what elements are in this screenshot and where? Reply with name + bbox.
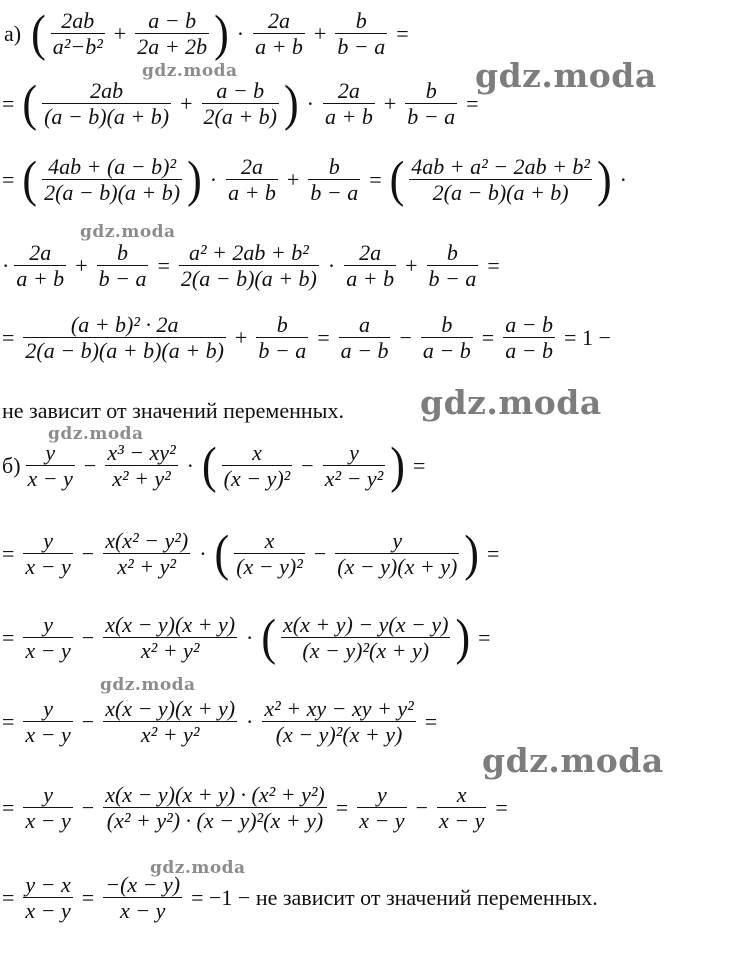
watermark: gdz.moda xyxy=(142,61,238,81)
operator: = xyxy=(2,624,15,650)
denominator: a²−b² xyxy=(52,34,103,60)
operator: = 1 − xyxy=(564,324,611,350)
numerator: y xyxy=(43,782,53,807)
denominator: 2(a − b)(a + b) xyxy=(432,180,569,206)
operator: · xyxy=(619,166,627,192)
denominator: x − y xyxy=(25,898,71,924)
denominator: (x − y)²(x + y) xyxy=(302,638,430,664)
denominator: b − a xyxy=(428,266,477,292)
denominator: b − a xyxy=(407,104,456,130)
watermark: gdz.moda xyxy=(80,222,176,242)
denominator: x − y xyxy=(359,808,405,834)
numerator: y xyxy=(392,528,403,553)
denominator: a + b xyxy=(228,180,276,206)
numerator: y xyxy=(43,612,53,637)
paren-close: ) xyxy=(455,609,471,666)
operator: · xyxy=(199,540,207,566)
part-a-row-4 xyxy=(2,240,506,292)
denominator: 2(a − b)(a + b) xyxy=(180,266,317,292)
operator: = xyxy=(2,540,15,566)
fraction xyxy=(51,8,105,60)
fraction xyxy=(42,154,182,206)
part-a-row-1 xyxy=(4,5,415,62)
denominator: x − y xyxy=(438,808,485,834)
operator: = xyxy=(2,884,15,910)
operator: · xyxy=(327,252,336,278)
fraction xyxy=(103,782,327,834)
denominator: (x − y)²(x + y) xyxy=(275,722,403,748)
numerator: x² + xy − xy + y² xyxy=(264,696,414,721)
part-a-row-2 xyxy=(2,75,485,132)
part-b-row-4 xyxy=(2,696,443,748)
watermark: gdz.moda xyxy=(475,56,657,95)
paren-open: ( xyxy=(214,525,230,582)
fraction xyxy=(23,528,72,580)
numerator: x xyxy=(456,782,467,807)
fraction xyxy=(26,440,75,492)
paren-close: ) xyxy=(214,5,229,62)
operator: · xyxy=(2,252,10,278)
fraction xyxy=(323,78,375,130)
operator: · xyxy=(236,20,245,46)
numerator: x³ − xy² xyxy=(107,440,176,465)
fraction xyxy=(256,312,308,364)
watermark: gdz.moda xyxy=(482,741,664,780)
denominator: (a − b)(a + b) xyxy=(44,104,170,130)
operator: + xyxy=(383,90,397,116)
fraction xyxy=(42,78,171,130)
operator: + xyxy=(234,324,248,350)
fraction xyxy=(103,872,182,924)
denominator: 2a + 2b xyxy=(137,34,208,60)
operator: = xyxy=(495,794,508,820)
operator: = xyxy=(466,90,479,116)
operator: = xyxy=(478,624,491,650)
operator: = xyxy=(2,794,15,820)
operator: = xyxy=(2,90,15,116)
denominator: b − a xyxy=(258,338,307,364)
numerator: y xyxy=(45,440,56,465)
part-b-label: б) xyxy=(2,452,21,478)
fraction xyxy=(23,872,72,924)
fraction xyxy=(253,8,305,60)
fraction xyxy=(335,8,387,60)
numerator: 2ab xyxy=(61,8,95,33)
paren-open: ( xyxy=(202,437,217,494)
numerator: 4ab + (a − b)² xyxy=(48,154,177,179)
fraction xyxy=(262,696,415,748)
denominator: a − b xyxy=(340,338,389,364)
paren-open: ( xyxy=(261,609,277,666)
paren-close: ) xyxy=(464,525,479,582)
watermark: gdz.moda xyxy=(420,383,602,422)
numerator: y xyxy=(43,528,53,553)
denominator: x² + y² xyxy=(117,554,176,580)
part-a-conclusion: не зависит от значений переменных. xyxy=(2,398,344,423)
numerator: a − b xyxy=(216,78,265,103)
operator: − xyxy=(313,540,327,566)
denominator: a − b xyxy=(422,338,471,364)
operator: − xyxy=(399,324,412,350)
fraction xyxy=(23,612,72,664)
operator: + xyxy=(180,90,193,116)
numerator: b xyxy=(441,312,453,337)
operator: − xyxy=(81,540,95,566)
fraction xyxy=(357,782,406,834)
numerator: y xyxy=(376,782,387,807)
part-b-row-5 xyxy=(2,782,514,834)
operator: + xyxy=(113,20,127,46)
numerator: (a + b)² · 2a xyxy=(70,312,179,337)
fraction xyxy=(234,528,305,580)
fraction xyxy=(222,440,293,492)
fraction xyxy=(23,696,72,748)
fraction xyxy=(226,154,278,206)
paren-open: ( xyxy=(31,5,46,62)
numerator: x(x + y) − y(x − y) xyxy=(283,612,449,637)
numerator: a xyxy=(359,312,371,337)
denominator: a + b xyxy=(16,266,65,292)
part-a-row-5 xyxy=(2,312,617,364)
denominator: x − y xyxy=(25,638,71,664)
numerator: 2a xyxy=(29,240,52,265)
operator: − xyxy=(301,452,314,478)
operator: = xyxy=(2,166,15,192)
fraction xyxy=(503,312,555,364)
numerator: y xyxy=(43,696,53,721)
watermark: gdz.moda xyxy=(150,858,246,878)
fraction xyxy=(103,528,190,580)
part-a-label: а) xyxy=(4,20,22,46)
operator: = xyxy=(424,708,438,734)
operator: − xyxy=(83,452,97,478)
operator: + xyxy=(286,166,300,192)
numerator: x xyxy=(252,440,262,465)
denominator: a − b xyxy=(505,338,554,364)
fraction xyxy=(427,240,479,292)
denominator: a + b xyxy=(255,34,303,60)
fraction xyxy=(421,312,473,364)
fraction xyxy=(335,528,459,580)
fraction xyxy=(179,240,319,292)
paren-close: ) xyxy=(597,151,612,208)
denominator: x² + y² xyxy=(140,722,200,748)
part-b-conclusion: = −1 − не зависит от значений переменных. xyxy=(191,884,598,910)
fraction xyxy=(405,78,457,130)
fraction xyxy=(23,312,226,364)
denominator: x − y xyxy=(27,466,73,492)
operator: = xyxy=(2,324,15,350)
denominator: 2(a − b)(a + b) xyxy=(44,180,181,206)
fraction xyxy=(97,240,149,292)
operator: = xyxy=(486,540,500,566)
denominator: b − a xyxy=(98,266,147,292)
fraction xyxy=(409,154,592,206)
numerator: 2a xyxy=(267,8,290,33)
denominator: x² + y² xyxy=(112,466,171,492)
paren-open: ( xyxy=(22,151,38,208)
numerator: −(x − y) xyxy=(105,872,181,897)
denominator: 2(a − b)(a + b)(a + b) xyxy=(25,338,224,364)
operator: = xyxy=(369,166,382,192)
numerator: b xyxy=(446,240,458,265)
denominator: x − y xyxy=(25,722,71,748)
fraction xyxy=(202,78,280,130)
fraction xyxy=(281,612,450,664)
denominator: a + b xyxy=(324,104,373,130)
operator: = xyxy=(2,708,15,734)
denominator: x² + y² xyxy=(140,638,200,664)
fraction xyxy=(308,154,360,206)
numerator: b xyxy=(328,154,340,179)
operator: · xyxy=(209,166,218,192)
numerator: x(x − y)(x + y) · (x² + y²) xyxy=(105,782,325,807)
numerator: b xyxy=(276,312,288,337)
paren-open: ( xyxy=(389,151,405,208)
denominator: (x − y)(x + y) xyxy=(337,554,458,580)
denominator: x² − y² xyxy=(324,466,384,492)
fraction xyxy=(339,312,391,364)
operator: · xyxy=(186,452,194,478)
denominator: (x² + y²) · (x − y)²(x + y) xyxy=(106,808,324,834)
numerator: 2a xyxy=(337,78,360,103)
operator: − xyxy=(81,794,95,820)
fraction xyxy=(103,696,237,748)
numerator: 4ab + a² − 2ab + b² xyxy=(411,154,591,179)
fraction xyxy=(23,782,72,834)
numerator: b xyxy=(355,8,367,33)
fraction xyxy=(344,240,396,292)
fraction xyxy=(323,440,386,492)
numerator: a − b xyxy=(148,8,197,33)
numerator: y − x xyxy=(25,872,71,897)
fraction xyxy=(14,240,66,292)
paren-close: ) xyxy=(284,75,299,132)
numerator: 2a xyxy=(240,154,263,179)
denominator: x − y xyxy=(25,554,71,580)
denominator: (x − y)² xyxy=(236,554,303,580)
operator: + xyxy=(405,252,418,278)
operator: · xyxy=(246,708,254,734)
numerator: b xyxy=(425,78,437,103)
operator: = xyxy=(317,324,330,350)
numerator: x(x² − y²) xyxy=(105,528,189,553)
part-b-row-1 xyxy=(2,437,431,494)
numerator: 2ab xyxy=(90,78,124,103)
operator: + xyxy=(75,252,88,278)
operator: = xyxy=(481,324,495,350)
operator: = xyxy=(157,252,170,278)
watermark: gdz.moda xyxy=(48,424,144,444)
numerator: x(x − y)(x + y) xyxy=(105,696,236,721)
operator: = xyxy=(335,794,349,820)
numerator: x(x − y)(x + y) xyxy=(105,612,236,637)
denominator: x − y xyxy=(119,898,166,924)
operator: + xyxy=(313,20,327,46)
fraction xyxy=(437,782,486,834)
denominator: 2(a + b) xyxy=(203,104,277,130)
numerator: a − b xyxy=(505,312,554,337)
operator: − xyxy=(81,708,95,734)
watermark: gdz.moda xyxy=(100,675,196,695)
operator: − xyxy=(415,794,428,820)
paren-close: ) xyxy=(390,437,405,494)
denominator: (x − y)² xyxy=(223,466,291,492)
part-b-row-6 xyxy=(2,872,598,924)
part-b-row-3 xyxy=(2,609,497,666)
fraction xyxy=(105,440,177,492)
fraction xyxy=(135,8,209,60)
denominator: a + b xyxy=(346,266,395,292)
paren-close: ) xyxy=(187,151,202,208)
operator: − xyxy=(81,624,95,650)
paren-open: ( xyxy=(22,75,38,132)
operator: = xyxy=(81,884,95,910)
numerator: 2a xyxy=(359,240,382,265)
part-b-row-2 xyxy=(2,525,505,582)
denominator: b − a xyxy=(310,180,359,206)
operator: = xyxy=(487,252,500,278)
operator: = xyxy=(396,20,409,46)
numerator: y xyxy=(349,440,359,465)
fraction xyxy=(103,612,237,664)
denominator: x − y xyxy=(25,808,71,834)
part-a-row-3 xyxy=(2,151,633,208)
numerator: b xyxy=(117,240,129,265)
numerator: x xyxy=(264,528,275,553)
numerator: a² + 2ab + b² xyxy=(188,240,309,265)
denominator: b − a xyxy=(337,34,386,60)
operator: = xyxy=(412,452,426,478)
operator: · xyxy=(306,90,314,116)
operator: · xyxy=(246,624,254,650)
